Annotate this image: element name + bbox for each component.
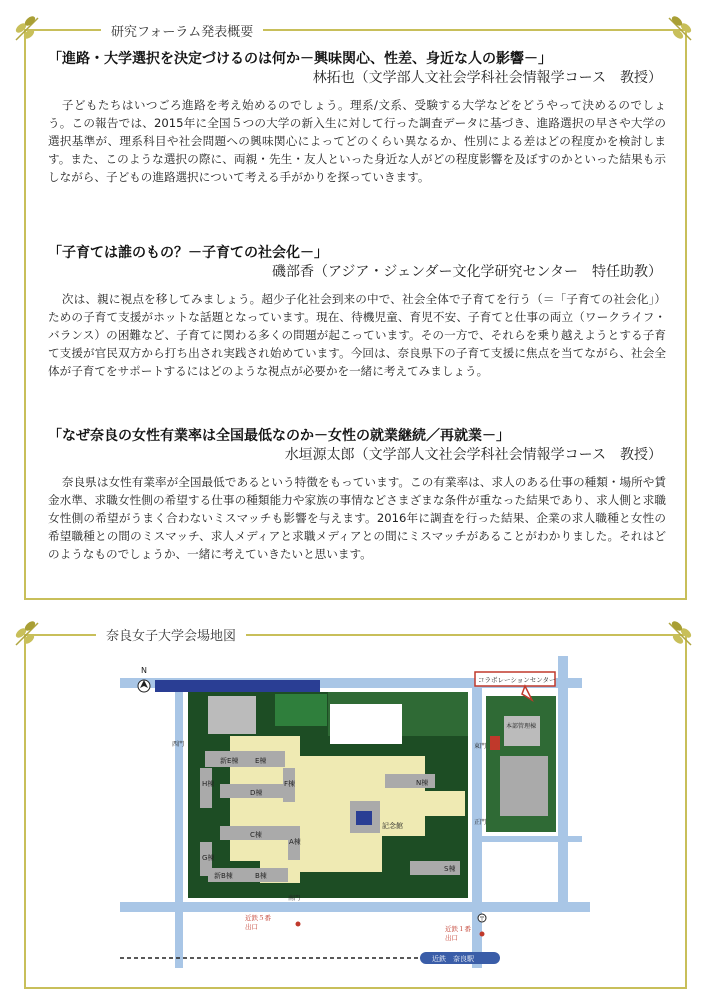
building-label: C棟: [250, 831, 262, 839]
talk-author: 水垣源太郎（文学部人文社会学科社会情報学コース 教授）: [284, 447, 662, 463]
road: [482, 836, 582, 842]
building-new-e: [205, 751, 285, 767]
tennis-court: [275, 694, 327, 726]
ground: [330, 704, 402, 744]
building-label: E棟: [255, 757, 267, 765]
canal: [155, 680, 320, 692]
building-label: B棟: [255, 872, 267, 880]
talk-body: 子どもたちはいつごろ進路を考え始めるのでしょう。理系/文系、受験する大学などをどうやって決めるのでしょう。この報告では、2015年に全国５つの大学の新入生に対して行った調査データに基づき、進路選択の早さや大学の選択基準が、理系科目や社会問題への興味関心によってどのくらい異なるか、性別による差はどの程度かを検討します。また、このような選択の際に、両親・先生・友人といった身近な人がどの程度影響を及ぼすのかといった結果も示しながら、子どもの進路選択について考える手がかりを探っていきます。: [48, 98, 666, 184]
road: [120, 902, 590, 912]
exit-label: 近鉄１番: [445, 925, 471, 933]
section1-title: 研究フォーラム発表概要: [101, 21, 263, 40]
building-label: S棟: [444, 865, 456, 873]
building-label: 新B棟: [214, 872, 233, 880]
building-honbu: [504, 716, 540, 746]
leaf-ornament-icon: [10, 12, 44, 46]
talk-title: 「進路・大学選択を決定づけるのは何か－興味関心、性差、身近な人の影響－」: [48, 51, 552, 67]
gate-label: 東門: [474, 743, 487, 750]
talk-body: 次は、親に視点を移してみましょう。超少子化社会到来の中で、社会全体で子育てを行う（＝「子育ての社会化」）ための子育て支援がホットな話題となっています。現在、待機児童、育児不安、子育てと仕事の両立（ワークライフ・バランス）の困難など、子育てに関わる多くの問題が起こっています。その一方で、それらを乗り越えようとする子育て支援が官民双方から打ち出され実践され始めています。今回は、奈良県下の子育て支援に焦点を当てながら、社会全体が子育てをサポートするにはどのような視点が必要かを一緒に考えてみましょう。: [48, 292, 666, 378]
talk-title: 「子育ては誰のもの？－子育ての社会化－」: [48, 245, 328, 261]
gate-label: 西門: [172, 741, 185, 748]
exit-label: 出口: [245, 923, 258, 931]
building-label: D棟: [250, 789, 263, 797]
exit-label: 出口: [445, 934, 458, 942]
gate-label: 南門: [288, 895, 301, 902]
east-buildings: [500, 756, 548, 816]
station-label: 近鉄 奈良駅: [432, 955, 474, 963]
leaf-ornament-icon: [663, 617, 697, 651]
collab-center-marker: [490, 736, 500, 750]
section2-title: 奈良女子大学会場地図: [96, 625, 246, 644]
north-label: N: [141, 666, 147, 675]
talk-author: 磯部香（アジア・ジェンダー文化学研究センター 特任助教）: [271, 264, 662, 280]
post-office-icon: 〒: [479, 916, 486, 923]
building-label: G棟: [202, 854, 215, 862]
building-label: A棟: [289, 838, 301, 846]
talk-3: [48, 427, 666, 563]
exit-marker: [480, 932, 485, 937]
talk-title: 「なぜ奈良の女性有業率は全国最低なのか－女性の就業継続／再就業－」: [48, 428, 510, 444]
exit-marker: [296, 922, 301, 927]
pond: [356, 811, 372, 825]
gym-building: [208, 696, 256, 734]
gate-label: 正門: [474, 819, 487, 826]
talk-1: [48, 50, 666, 186]
leaf-ornament-icon: [10, 617, 44, 651]
building-label: 記念館: [382, 822, 403, 830]
building-label: N棟: [416, 779, 429, 787]
talk-author: 林拓也（文学部人文社会学科社会情報学コース 教授）: [312, 70, 662, 86]
road: [175, 678, 183, 968]
road: [558, 656, 568, 912]
building-h: [200, 768, 215, 808]
exit-label: 近鉄５番: [245, 914, 271, 922]
building-label: F棟: [284, 780, 296, 788]
leaf-ornament-icon: [663, 12, 697, 46]
callout-label: コラボレーションセンター: [478, 676, 556, 684]
building-label: 本部管理棟: [506, 723, 537, 730]
campus-map: [120, 656, 590, 968]
building-label: H棟: [202, 780, 215, 788]
talk-body: 奈良県は女性有業率が全国最低であるという特徴をもっています。この有業率は、求人のある仕事の種類・場所や賃金水準、求職女性側の希望する仕事の種類能力や家族の事情などさまざまな条件が重なった結果であり、求人側と求職女性側の希望がうまく合わないミスマッチも影響を与えます。2016年に調査を行った結果、企業の求人職種と女性の希望職種との間のミスマッチ、求人メディアと求職メディアとの間にミスマッチがあることがわかりました。それはどのようなものでしょうか、一緒に考えていきたいと思います。: [48, 475, 666, 561]
talk-2: [48, 244, 666, 380]
building-label: 新E棟: [220, 757, 239, 765]
